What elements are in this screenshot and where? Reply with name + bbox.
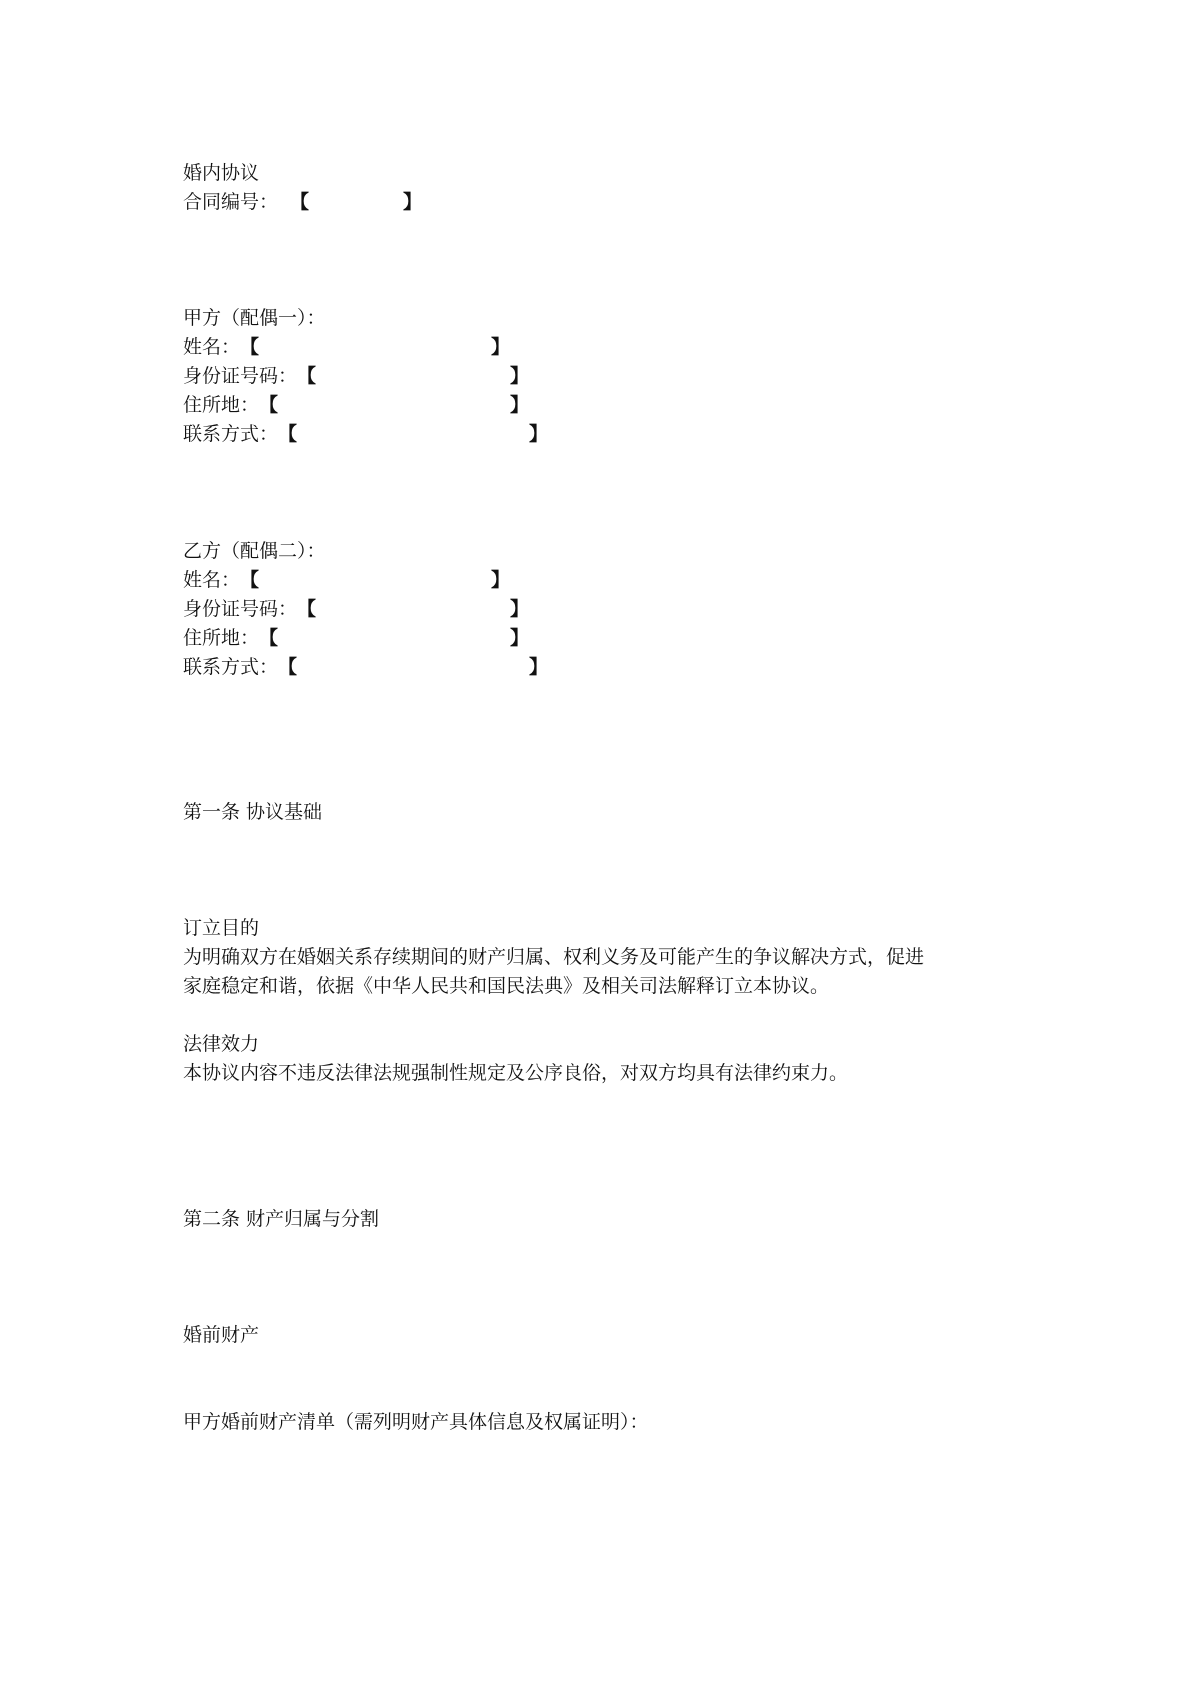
party-b-name-field[interactable] xyxy=(183,567,510,593)
party-b-heading: 乙方（配偶二）： xyxy=(183,540,326,562)
bracket-close: 】 xyxy=(529,423,549,445)
purpose-text-line-1: 为明确双方在婚姻关系存续期间的财产归属、权利义务及可能产生的争议解决方式，促进 xyxy=(183,946,925,968)
bracket-close: 】 xyxy=(529,656,549,678)
party-b-contact-label: 联系方式： xyxy=(183,656,279,678)
bracket-close: 】 xyxy=(510,598,530,620)
party-a-contact-field[interactable] xyxy=(183,421,548,447)
party-a-property-list-label: 甲方婚前财产清单（需列明财产具体信息及权属证明）： xyxy=(183,1411,649,1433)
party-a-id-field[interactable] xyxy=(183,363,529,389)
party-a-heading: 甲方（配偶一）： xyxy=(183,307,326,329)
party-a-contact-label: 联系方式： xyxy=(183,423,279,445)
bracket-open: 【 xyxy=(290,191,310,213)
bracket-open: 【 xyxy=(240,569,260,591)
purpose-title: 订立目的 xyxy=(183,917,260,939)
premarital-property-title: 婚前财产 xyxy=(183,1324,260,1346)
purpose-text-line-2: 家庭稳定和谐，依据《中华人民共和国民法典》及相关司法解释订立本协议。 xyxy=(183,975,830,997)
bracket-close: 】 xyxy=(510,627,530,649)
party-a-address-field[interactable] xyxy=(183,392,529,418)
bracket-open: 【 xyxy=(278,423,298,445)
contract-number-label: 合同编号： xyxy=(183,191,279,213)
party-a-name-label: 姓名： xyxy=(183,336,241,358)
article-1-heading: 第一条 协议基础 xyxy=(183,801,323,823)
party-b-address-field[interactable] xyxy=(183,625,529,651)
contract-number-field[interactable] xyxy=(183,189,422,215)
bracket-close: 】 xyxy=(403,191,423,213)
party-b-name-label: 姓名： xyxy=(183,569,241,591)
article-2-heading: 第二条 财产归属与分割 xyxy=(183,1208,380,1230)
legal-effect-text: 本协议内容不违反法律法规强制性规定及公序良俗，对双方均具有法律约束力。 xyxy=(183,1062,849,1084)
bracket-close: 】 xyxy=(510,365,530,387)
legal-effect-title: 法律效力 xyxy=(183,1033,260,1055)
party-a-name-field[interactable] xyxy=(183,334,510,360)
party-b-address-label: 住所地： xyxy=(183,627,260,649)
party-a-address-label: 住所地： xyxy=(183,394,260,416)
party-b-id-field[interactable] xyxy=(183,596,529,622)
bracket-open: 【 xyxy=(297,365,317,387)
party-a-id-label: 身份证号码： xyxy=(183,365,298,387)
document-title: 婚内协议 xyxy=(183,162,260,184)
bracket-open: 【 xyxy=(278,656,298,678)
bracket-close: 】 xyxy=(491,569,511,591)
party-b-contact-field[interactable] xyxy=(183,654,548,680)
bracket-open: 【 xyxy=(259,394,279,416)
party-b-id-label: 身份证号码： xyxy=(183,598,298,620)
bracket-open: 【 xyxy=(259,627,279,649)
bracket-open: 【 xyxy=(240,336,260,358)
bracket-close: 】 xyxy=(491,336,511,358)
bracket-open: 【 xyxy=(297,598,317,620)
bracket-close: 】 xyxy=(510,394,530,416)
